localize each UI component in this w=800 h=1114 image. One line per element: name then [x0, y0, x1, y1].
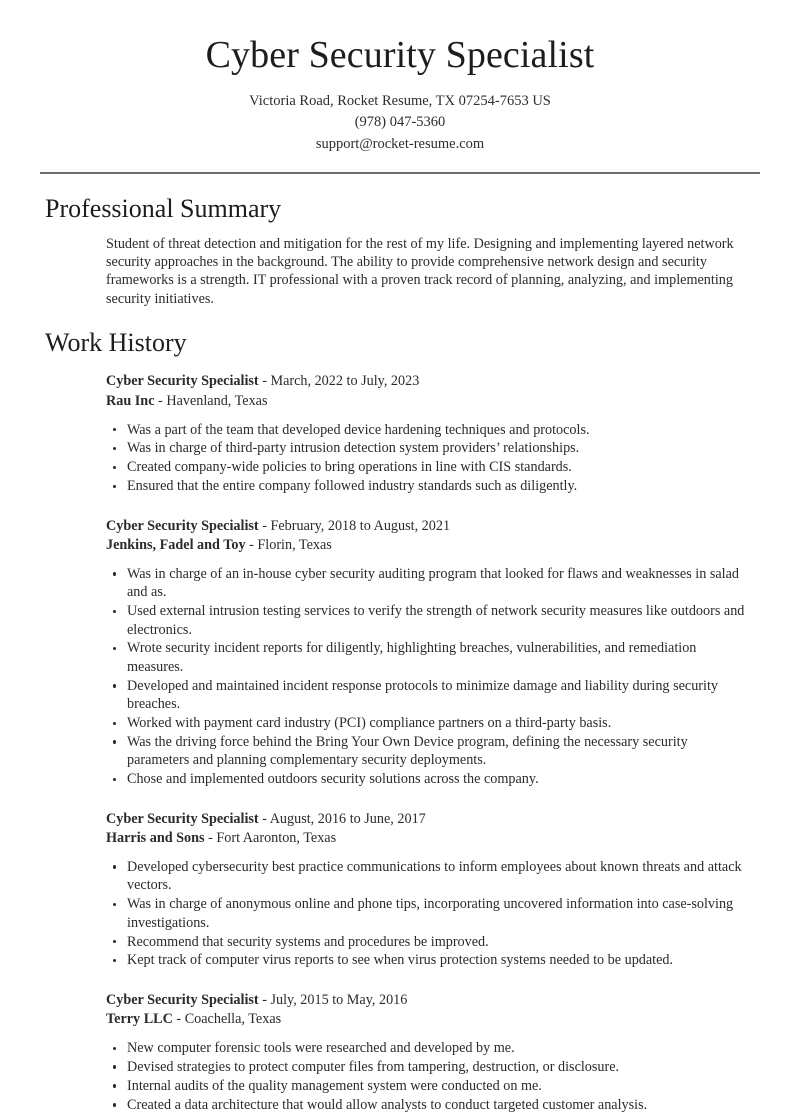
job-company: Rau Inc	[106, 392, 155, 409]
job-bullet-list	[106, 565, 753, 789]
job-separator: -	[258, 373, 271, 390]
job-bullet-list	[106, 858, 753, 970]
job-title: Cyber Security Specialist	[106, 517, 259, 534]
job-separator: -	[258, 991, 271, 1008]
section-heading-work-history: Work History	[45, 328, 187, 358]
resume-header	[0, 0, 800, 155]
contact-phone: (978) 047-5360	[354, 114, 446, 131]
job-separator: -	[204, 830, 217, 847]
job-bullet: Used external intrusion testing services to verify the strength of network security measures like outdoors and electronics.	[106, 602, 753, 639]
job-bullet-list	[106, 421, 753, 496]
job-company-line	[106, 392, 753, 412]
work-history-entry	[106, 372, 753, 495]
job-company-line	[106, 536, 753, 556]
job-dates: July, 2015 to May, 2016	[270, 991, 408, 1008]
page-title: Cyber Security Specialist	[205, 34, 595, 76]
work-history-section	[0, 327, 800, 1114]
job-bullet: Worked with payment card industry (PCI) compliance partners on a third-party basis.	[106, 714, 753, 732]
job-bullet: Internal audits of the quality management system were conducted on me.	[106, 1077, 753, 1095]
job-location: Havenland, Texas	[166, 392, 268, 409]
job-location: Coachella, Texas	[184, 1011, 282, 1028]
job-dates: March, 2022 to July, 2023	[270, 373, 420, 390]
job-bullet: Created a data architecture that would allow analysts to conduct targeted customer analysis.	[106, 1096, 753, 1114]
work-history-entry	[106, 517, 753, 789]
contact-block	[0, 91, 800, 156]
contact-address: Victoria Road, Rocket Resume, TX 07254-7653 US	[249, 92, 551, 109]
job-title-line	[106, 810, 753, 830]
job-title-line	[106, 991, 753, 1011]
job-separator: -	[258, 810, 270, 827]
job-bullet: Developed cybersecurity best practice communications to inform employees about known threats and attack vectors.	[106, 858, 753, 895]
work-history-entry	[106, 810, 753, 970]
professional-summary-section	[0, 193, 800, 308]
job-location: Fort Aaronton, Texas	[216, 830, 337, 847]
job-separator: -	[245, 537, 258, 554]
job-bullet: Was a part of the team that developed device hardening techniques and protocols.	[106, 421, 753, 439]
job-bullet-list	[106, 1039, 753, 1114]
job-bullet: Ensured that the entire company followed industry standards such as diligently.	[106, 477, 753, 495]
job-bullet: Wrote security incident reports for diligently, highlighting breaches, vulnerabilities, and remediation measures.	[106, 639, 753, 676]
job-company-line	[106, 1010, 753, 1030]
job-bullet: Chose and implemented outdoors security solutions across the company.	[106, 770, 753, 788]
job-company-line	[106, 829, 753, 849]
job-bullet: Was in charge of anonymous online and phone tips, incorporating uncovered information into case-solving investigations.	[106, 895, 753, 932]
job-title: Cyber Security Specialist	[106, 810, 259, 827]
job-title-line	[106, 517, 753, 537]
professional-summary-body	[45, 235, 755, 309]
job-bullet: Was in charge of an in-house cyber security auditing program that looked for flaws and weaknesses in salad and as.	[106, 565, 753, 602]
job-bullet: Was the driving force behind the Bring Your Own Device program, defining the necessary security parameters and planning complementary security deployments.	[106, 733, 753, 770]
job-bullet: Devised strategies to protect computer files from tampering, destruction, or disclosure.	[106, 1058, 753, 1076]
contact-email: support@rocket-resume.com	[315, 135, 485, 152]
job-separator: -	[258, 517, 271, 534]
job-separator: -	[154, 392, 167, 409]
job-company: Terry LLC	[106, 1011, 173, 1028]
job-bullet: New computer forensic tools were researched and developed by me.	[106, 1039, 753, 1057]
professional-summary-text: Student of threat detection and mitigation for the rest of my life. Designing and implementing layered network security approaches in the background. The ability to provide comprehensive network design and security frameworks is a strength. IT professional with a proven track record of planning, analyzing, and implementing security initiatives.	[106, 235, 734, 307]
job-title-line	[106, 372, 753, 392]
work-history-body	[45, 372, 755, 1114]
header-divider	[40, 172, 760, 174]
job-separator: -	[172, 1011, 185, 1028]
job-bullet: Recommend that security systems and procedures be improved.	[106, 933, 753, 951]
job-location: Florin, Texas	[257, 537, 332, 554]
job-dates: February, 2018 to August, 2021	[270, 517, 451, 534]
job-company: Jenkins, Fadel and Toy	[106, 537, 246, 554]
section-heading-professional-summary: Professional Summary	[45, 194, 282, 224]
job-bullet: Developed and maintained incident response protocols to minimize damage and liability during security breaches.	[106, 677, 753, 714]
job-bullet: Kept track of computer virus reports to see when virus protection systems needed to be updated.	[106, 951, 753, 969]
job-bullet: Created company-wide policies to bring operations in line with CIS standards.	[106, 458, 753, 476]
work-history-entry	[106, 991, 753, 1114]
job-bullet: Was in charge of third-party intrusion detection system providers’ relationships.	[106, 439, 753, 457]
job-dates: August, 2016 to June, 2017	[269, 810, 426, 827]
job-title: Cyber Security Specialist	[106, 991, 259, 1008]
job-company: Harris and Sons	[106, 830, 205, 847]
job-title: Cyber Security Specialist	[106, 373, 259, 390]
